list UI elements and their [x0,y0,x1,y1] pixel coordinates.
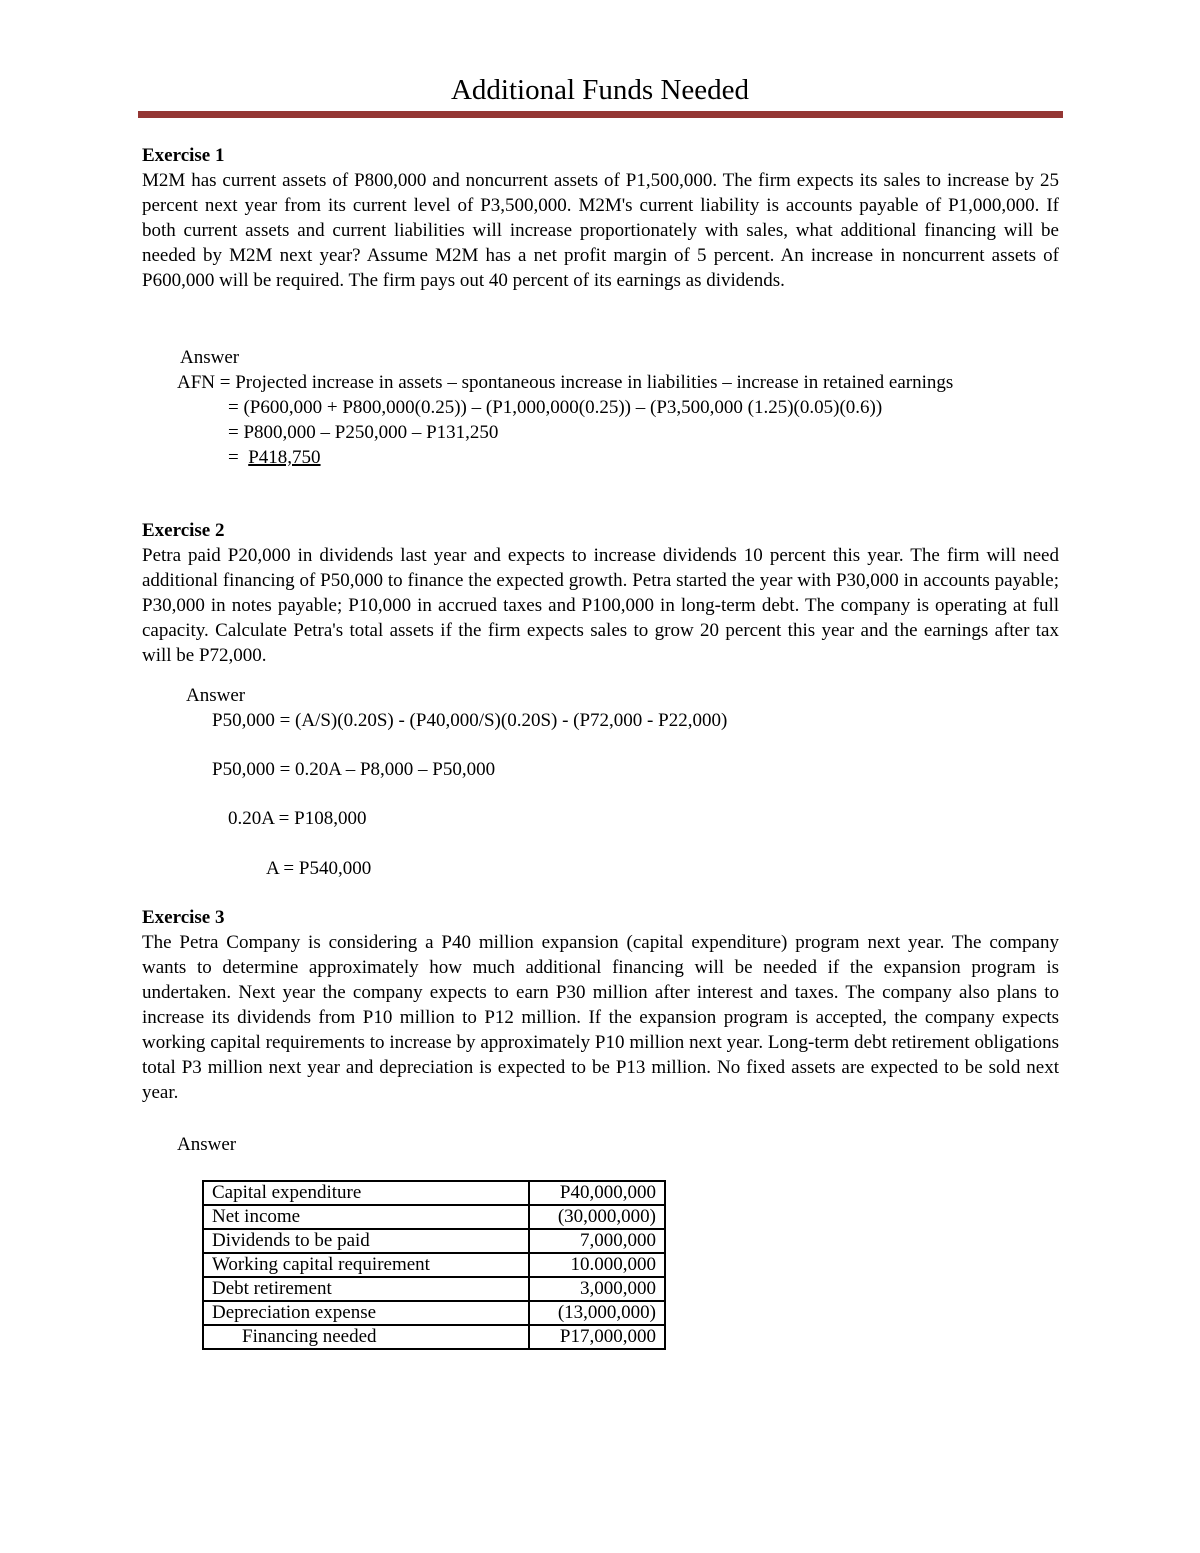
table-row [203,1205,665,1229]
row-label: Capital expenditure [203,1181,529,1205]
table-row [203,1253,665,1277]
table-row [203,1301,665,1325]
row-amount: 7,000,000 [529,1229,665,1253]
row-amount: 10.000,000 [529,1253,665,1277]
title-rule [138,111,1063,118]
exercise-3-problem: The Petra Company is considering a P40 million expansion (capital expenditure) program next year. The company wants to determine approximately how much additional financing will be needed if the expansion program is undertaken. Next year the company expects to earn P30 million after interest and taxes. The company also plans to increase its dividends from P10 million to P12 million. If the expansion program is accepted, the company expects working capital requirements to increase by approximately P10 million next year. Long-term debt retirement obligations total P3 million next year and depreciation is expected to be P13 million. No fixed assets are expected to be sold next year. [142,932,1059,1103]
exercise-1-answer-final [228,445,321,470]
row-amount: 3,000,000 [529,1277,665,1301]
row-amount: (30,000,000) [529,1205,665,1229]
exercise-2-answer-line-3: 0.20A = P108,000 [228,808,367,829]
exercise-1-answer-line-2: = (P600,000 + P800,000(0.25)) – (P1,000,000(0.25)) – (P3,500,000 (1.25)(0.05)(0.6)) [228,397,883,418]
row-label: Financing needed [203,1325,529,1349]
table-row [203,1325,665,1349]
row-label: Depreciation expense [203,1301,529,1325]
row-label: Debt retirement [203,1277,529,1301]
exercise-2-answer-line-2: P50,000 = 0.20A – P8,000 – P50,000 [212,759,496,780]
exercise-1-answer-line-1: AFN = Projected increase in assets – spontaneous increase in liabilities – increase in retained earnings [177,372,954,393]
exercise-1-answer-label: Answer [180,347,240,368]
exercise-3-heading: Exercise 3 [142,907,225,928]
row-amount: P40,000,000 [529,1181,665,1205]
row-label: Working capital requirement [203,1253,529,1277]
exercise-2-answer-line-1: P50,000 = (A/S)(0.20S) - (P40,000/S)(0.20S) - (P72,000 - P22,000) [212,710,728,731]
exercise-1-final-value: P418,750 [248,447,321,468]
exercise-2-heading: Exercise 2 [142,520,225,541]
exercise-2-answer-line-4: A = P540,000 [266,858,372,879]
exercise-1-final-eq: = [228,447,239,468]
row-amount: P17,000,000 [529,1325,665,1349]
table-row [203,1229,665,1253]
row-amount: (13,000,000) [529,1301,665,1325]
row-label: Dividends to be paid [203,1229,529,1253]
row-label: Net income [203,1205,529,1229]
exercise-1-answer-line-3: = P800,000 – P250,000 – P131,250 [228,422,499,443]
table-row [203,1277,665,1301]
exercise-1-problem: M2M has current assets of P800,000 and noncurrent assets of P1,500,000. The firm expects its sales to increase by 25 percent next year from its current level of P3,500,000. M2M's current liability is accounts payable of P1,000,000. If both current assets and current liabilities will increase proportionately with sales, what additional financing will be needed by M2M next year? Assume M2M has a net profit margin of 5 percent. An increase in noncurrent assets of P600,000 will be required. The firm pays out 40 percent of its earnings as dividends. [142,170,1059,291]
exercise-2-problem: Petra paid P20,000 in dividends last year and expects to increase dividends 10 percent this year. The firm will need additional financing of P50,000 to finance the expected growth. Petra started the year with P30,000 in accounts payable; P30,000 in notes payable; P10,000 in accrued taxes and P100,000 in long-term debt. The company is operating at full capacity. Calculate Petra's total assets if the firm expects sales to grow 20 percent this year and the earnings after tax will be P72,000. [142,545,1059,666]
exercise-1-heading: Exercise 1 [142,145,225,166]
page-title: Additional Funds Needed [450,74,749,106]
table-row [203,1181,665,1205]
financing-table [202,1180,666,1350]
exercise-2-answer-label: Answer [186,685,246,706]
exercise-3-answer-label: Answer [177,1134,237,1155]
